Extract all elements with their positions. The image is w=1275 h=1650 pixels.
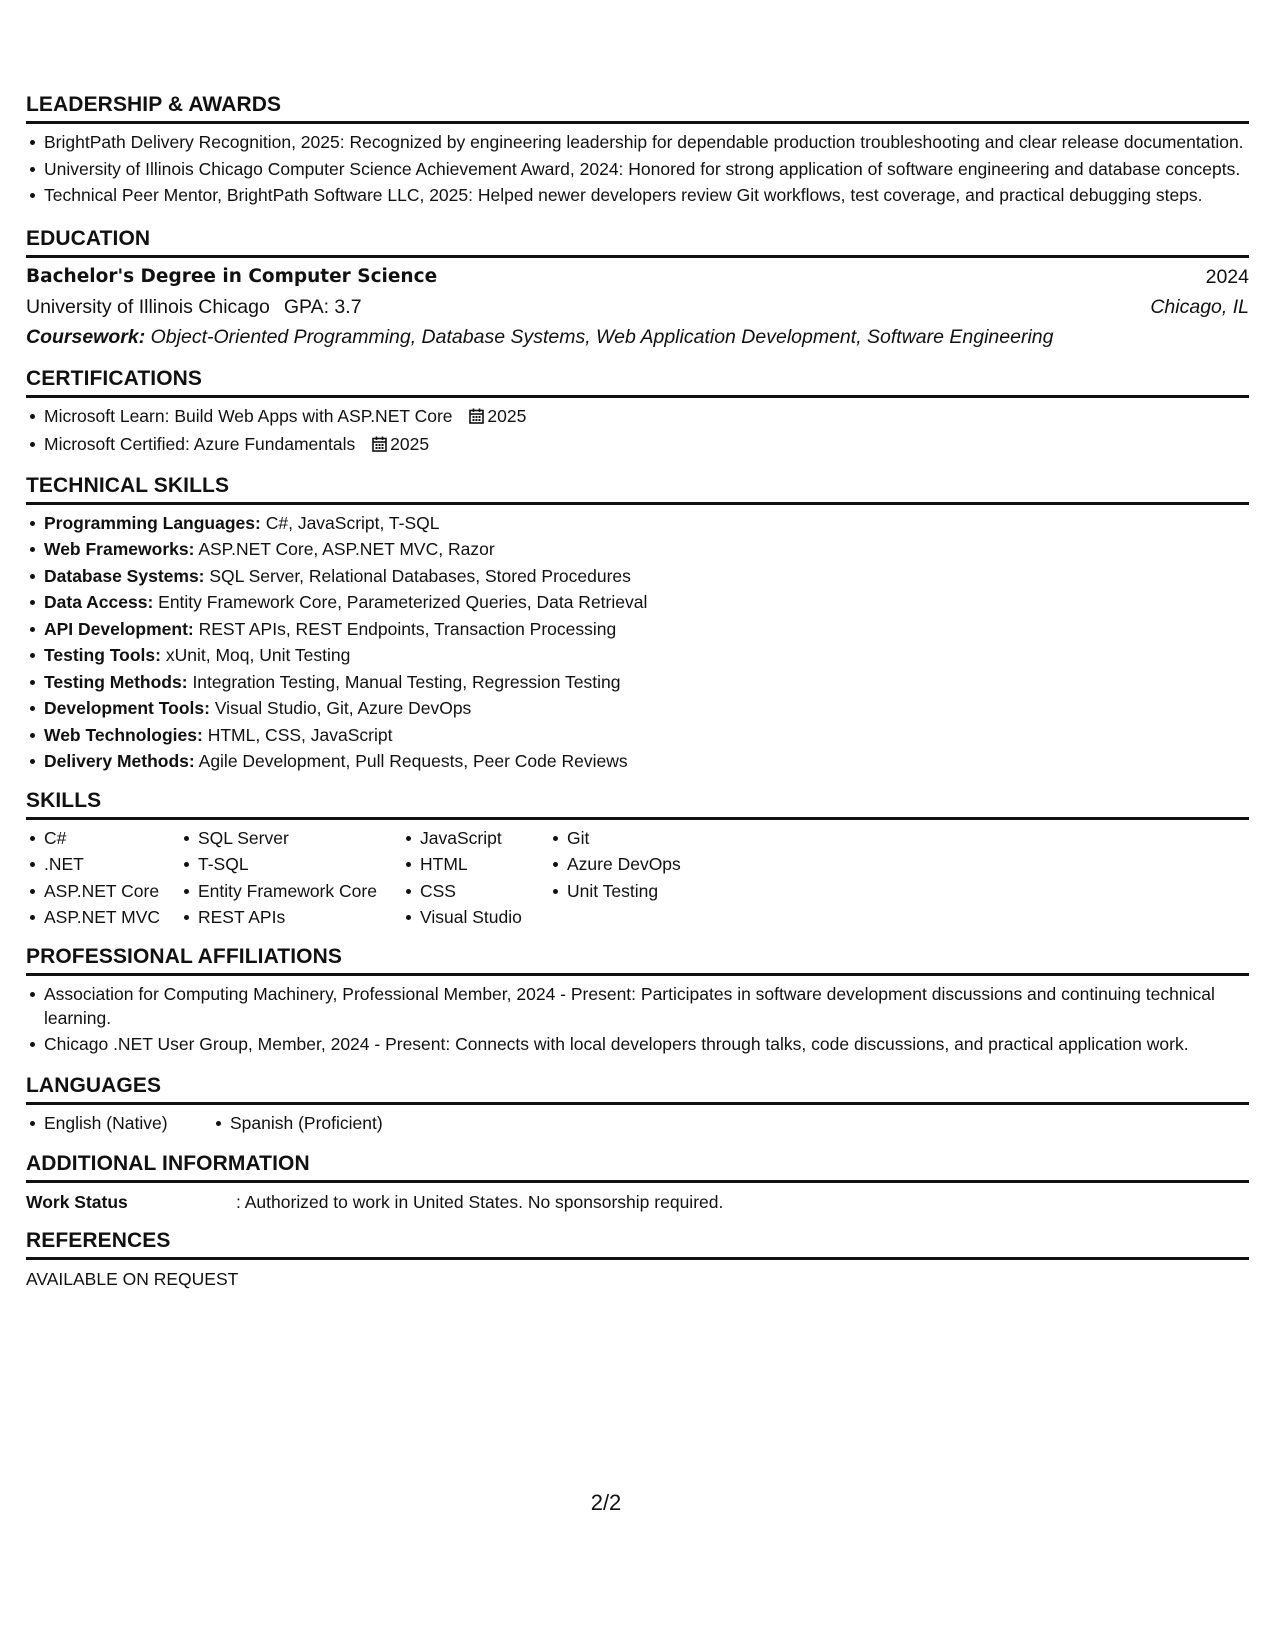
certifications-list bbox=[26, 404, 1249, 459]
list-item: CSS bbox=[420, 879, 549, 903]
list-item: T-SQL bbox=[198, 852, 402, 876]
list-item: Spanish (Proficient) bbox=[230, 1112, 383, 1133]
technical-skills-section bbox=[26, 473, 1249, 774]
skill-category-values: SQL Server, Relational Databases, Stored Procedures bbox=[209, 565, 631, 586]
list-item: Azure DevOps bbox=[567, 852, 749, 876]
skill-category-label: API Development: bbox=[44, 618, 194, 639]
certification-year: 2025 bbox=[390, 434, 430, 454]
list-item: Chicago .NET User Group, Member, 2024 - Present: Connects with local developers through talks, code discussions, and practical application work. bbox=[44, 1032, 1249, 1056]
certification-year: 2025 bbox=[487, 405, 527, 426]
list-item: REST APIs bbox=[198, 905, 402, 929]
references-section bbox=[26, 1228, 1249, 1291]
skill-category-label: Data Access: bbox=[44, 592, 154, 612]
list-item: C# bbox=[44, 826, 180, 850]
leadership-section bbox=[26, 92, 1249, 207]
languages-section bbox=[26, 1073, 1249, 1138]
list-item: ASP.NET MVC bbox=[44, 905, 180, 929]
list-item bbox=[44, 590, 1249, 614]
additional-info-section bbox=[26, 1151, 1249, 1214]
list-item: Association for Computing Machinery, Professional Member, 2024 - Present: Participates in software development discussions and continuing technical learning. bbox=[44, 982, 1249, 1030]
skill-category-values: Integration Testing, Manual Testing, Regression Testing bbox=[192, 671, 621, 692]
list-item: SQL Server bbox=[198, 826, 402, 850]
page-number: 2/2 bbox=[590, 1490, 622, 1515]
work-status-label: Work Status bbox=[26, 1192, 128, 1212]
list-item bbox=[44, 404, 1249, 430]
section-title-affiliations: PROFESSIONAL AFFILIATIONS bbox=[26, 944, 1249, 976]
skill-category-label: Programming Languages: bbox=[44, 512, 261, 533]
gpa: GPA: 3.7 bbox=[283, 295, 362, 318]
skill-category-label: Database Systems: bbox=[44, 565, 205, 586]
school-name: University of Illinois Chicago bbox=[26, 295, 270, 318]
skills-column bbox=[549, 826, 749, 932]
coursework-label: Coursework: bbox=[26, 325, 146, 348]
list-item: BrightPath Delivery Recognition, 2025: Recognized by engineering leadership for dependable production troubleshooting and clear release documentation. bbox=[44, 130, 1249, 154]
certification-name: Microsoft Learn: Build Web Apps with ASP.NET Core bbox=[44, 405, 453, 426]
school-location: Chicago, IL bbox=[1150, 295, 1249, 318]
section-title-education: EDUCATION bbox=[26, 226, 1249, 258]
skill-category-values: Entity Framework Core, Parameterized Queries, Data Retrieval bbox=[158, 592, 648, 612]
list-item bbox=[44, 617, 1249, 641]
degree-name: Bachelor's Degree in Computer Science bbox=[26, 265, 438, 287]
list-item bbox=[44, 749, 1249, 773]
references-text: AVAILABLE ON REQUEST bbox=[26, 1269, 239, 1289]
skills-column bbox=[180, 826, 402, 932]
skill-category-values: Agile Development, Pull Requests, Peer Code Reviews bbox=[198, 751, 628, 771]
section-title-skills: SKILLS bbox=[26, 788, 1249, 820]
calendar-icon bbox=[469, 406, 484, 430]
skill-category-values: ASP.NET Core, ASP.NET MVC, Razor bbox=[198, 539, 495, 559]
skill-category-label: Testing Methods: bbox=[44, 671, 188, 692]
skill-category-values: REST APIs, REST Endpoints, Transaction Processing bbox=[198, 618, 617, 639]
list-item: Git bbox=[567, 826, 749, 850]
section-title-additional-info: ADDITIONAL INFORMATION bbox=[26, 1151, 1249, 1183]
list-item bbox=[44, 723, 1249, 747]
section-title-leadership: LEADERSHIP & AWARDS bbox=[26, 92, 1249, 124]
list-item: English (Native) bbox=[44, 1111, 212, 1135]
list-item bbox=[44, 564, 1249, 588]
skills-column bbox=[26, 826, 180, 932]
technical-skills-list bbox=[26, 511, 1249, 774]
section-title-languages: LANGUAGES bbox=[26, 1073, 1249, 1105]
graduation-year: 2024 bbox=[1205, 265, 1249, 288]
skills-grid bbox=[26, 826, 1249, 932]
section-title-certifications: CERTIFICATIONS bbox=[26, 366, 1249, 398]
skills-section bbox=[26, 788, 1249, 932]
list-item bbox=[44, 511, 1249, 535]
skill-category-label: Testing Tools: bbox=[44, 645, 161, 665]
list-item: HTML bbox=[420, 852, 549, 876]
list-item bbox=[44, 670, 1249, 694]
list-item: ASP.NET Core bbox=[44, 879, 180, 903]
list-item bbox=[44, 643, 1249, 667]
list-item bbox=[44, 537, 1249, 561]
list-item bbox=[44, 696, 1249, 720]
skill-category-values: Visual Studio, Git, Azure DevOps bbox=[214, 698, 472, 718]
education-degree-row bbox=[26, 262, 1249, 292]
leadership-list bbox=[26, 130, 1249, 207]
list-item: Technical Peer Mentor, BrightPath Software LLC, 2025: Helped newer developers review Git workflows, test coverage, and practical debugging steps. bbox=[44, 183, 1249, 207]
work-status-row bbox=[26, 1190, 1249, 1214]
list-item: Unit Testing bbox=[567, 879, 749, 903]
skill-category-values: xUnit, Moq, Unit Testing bbox=[165, 645, 351, 665]
calendar-icon bbox=[372, 434, 387, 458]
skill-category-values: C#, JavaScript, T-SQL bbox=[265, 512, 440, 533]
certifications-section bbox=[26, 366, 1249, 459]
section-title-technical-skills: TECHNICAL SKILLS bbox=[26, 473, 1249, 505]
list-item bbox=[44, 432, 1249, 458]
certification-name: Microsoft Certified: Azure Fundamentals bbox=[44, 434, 356, 454]
list-item: University of Illinois Chicago Computer Science Achievement Award, 2024: Honored for strong application of software engineering and database concepts. bbox=[44, 157, 1249, 181]
section-title-references: REFERENCES bbox=[26, 1228, 1249, 1260]
affiliations-list bbox=[26, 982, 1249, 1057]
list-item: Entity Framework Core bbox=[198, 879, 402, 903]
education-school-row bbox=[26, 292, 1249, 322]
skill-category-label: Delivery Methods: bbox=[44, 751, 195, 771]
list-item: .NET bbox=[44, 852, 180, 876]
skill-category-label: Web Technologies: bbox=[44, 724, 203, 745]
list-item: JavaScript bbox=[420, 826, 549, 850]
resume-page bbox=[26, 92, 1249, 1291]
languages-row bbox=[26, 1111, 1249, 1138]
skill-category-label: Web Frameworks: bbox=[44, 539, 195, 559]
skills-column bbox=[402, 826, 549, 932]
coursework bbox=[26, 322, 1249, 352]
skill-category-values: HTML, CSS, JavaScript bbox=[207, 724, 393, 745]
list-item: Visual Studio bbox=[420, 905, 549, 929]
work-status-value: : Authorized to work in United States. No sponsorship required. bbox=[236, 1192, 724, 1212]
affiliations-section bbox=[26, 944, 1249, 1057]
skill-category-label: Development Tools: bbox=[44, 698, 210, 718]
education-section bbox=[26, 226, 1249, 352]
coursework-list: Object-Oriented Programming, Database Systems, Web Application Development, Software Engineering bbox=[150, 325, 1054, 348]
